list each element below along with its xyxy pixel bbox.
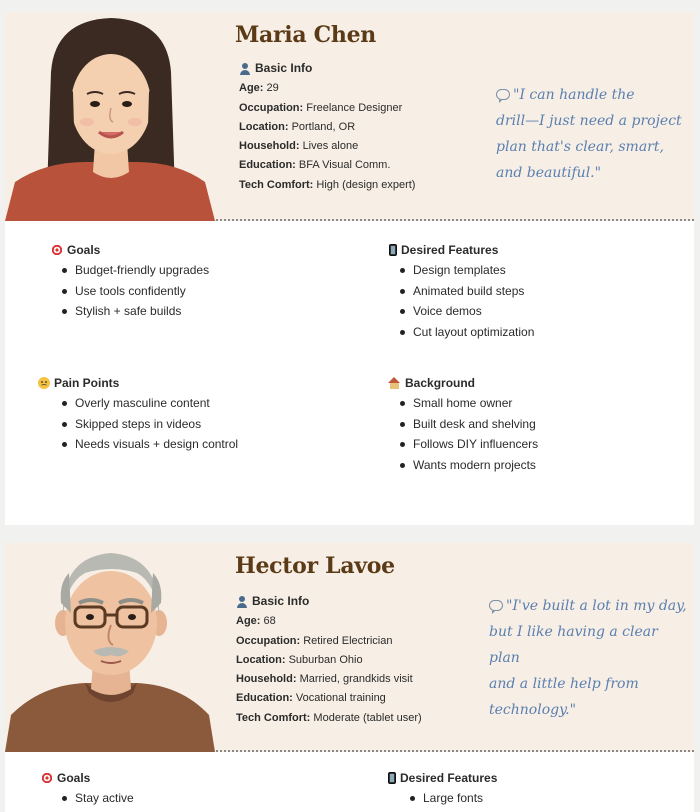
mobile-phone-icon [388,772,396,784]
list-item: Wants modern projects [413,455,538,476]
info-household: Household: Lives alone [239,140,359,153]
list-item: Stay active [75,788,134,809]
mobile-phone-icon [389,244,397,256]
desired-features-section [389,243,534,343]
list-item: Follows DIY influencers [413,434,538,455]
list-item: Large fonts [423,788,497,809]
list-item: Skipped steps in videos [75,414,238,435]
speech-bubble-icon [496,89,510,100]
info-tech-comfort: Tech Comfort: High (design expert) [239,178,416,191]
info-occupation: Occupation: Retired Electrician [236,634,393,647]
persona-header [5,12,694,221]
target-icon [41,772,53,784]
house-icon [388,377,401,389]
worried-face-icon [38,377,50,389]
list-item: Stylish + safe builds [75,301,209,322]
basic-info [236,592,422,728]
goals-section [51,243,209,322]
desired-features-section [388,771,497,809]
list-item: Use tools confidently [75,281,209,302]
list-item: Voice demos [413,301,534,322]
list-item: Overly masculine content [75,393,238,414]
basic-info-heading: Basic Info [239,59,415,78]
list-item: Budget-friendly upgrades [75,260,209,281]
desired-features-heading: Desired Features [401,243,499,257]
goals-section [41,771,134,809]
info-location: Location: Suburban Ohio [236,653,363,666]
persona-card-hector [5,543,694,812]
info-tech-comfort: Tech Comfort: Moderate (tablet user) [236,711,422,724]
info-location: Location: Portland, OR [239,120,356,133]
persona-name: Maria Chen [235,22,376,48]
background-section [388,376,538,476]
info-age: Age: 29 [239,82,279,95]
info-age: Age: 68 [236,615,276,628]
info-occupation: Occupation: Freelance Designer [239,101,403,114]
persona-quote: "I've built a lot in my day, but I like having a clear plan and a little help from technology." [489,598,687,718]
persona-quote: "I can handle the drill—I just need a project plan that's clear, smart, and beautiful." [496,87,682,181]
user-silhouette-icon [236,596,248,608]
background-heading: Background [405,376,476,390]
persona-card-maria [5,12,694,525]
pain-points-section [38,376,238,455]
info-household: Household: Married, grandkids visit [236,673,413,686]
pain-points-heading: Pain Points [54,376,120,390]
persona-header [5,543,694,752]
desired-features-heading: Desired Features [400,771,498,785]
persona-name: Hector Lavoe [235,553,395,579]
speech-bubble-icon [489,600,503,611]
goals-heading: Goals [57,771,91,785]
target-icon [51,244,63,256]
info-education: Education: Vocational training [236,692,386,705]
list-item: Design templates [413,260,534,281]
goals-heading: Goals [67,243,101,257]
list-item: Cut layout optimization [413,322,534,343]
user-silhouette-icon [239,63,251,75]
list-item: Animated build steps [413,281,534,302]
list-item: Small home owner [413,393,538,414]
list-item: Built desk and shelving [413,414,538,435]
portrait-hector [5,543,215,752]
list-item: Needs visuals + design control [75,434,238,455]
basic-info [239,59,415,195]
info-education: Education: BFA Visual Comm. [239,159,391,172]
portrait-maria [5,12,215,221]
basic-info-heading: Basic Info [236,592,422,611]
